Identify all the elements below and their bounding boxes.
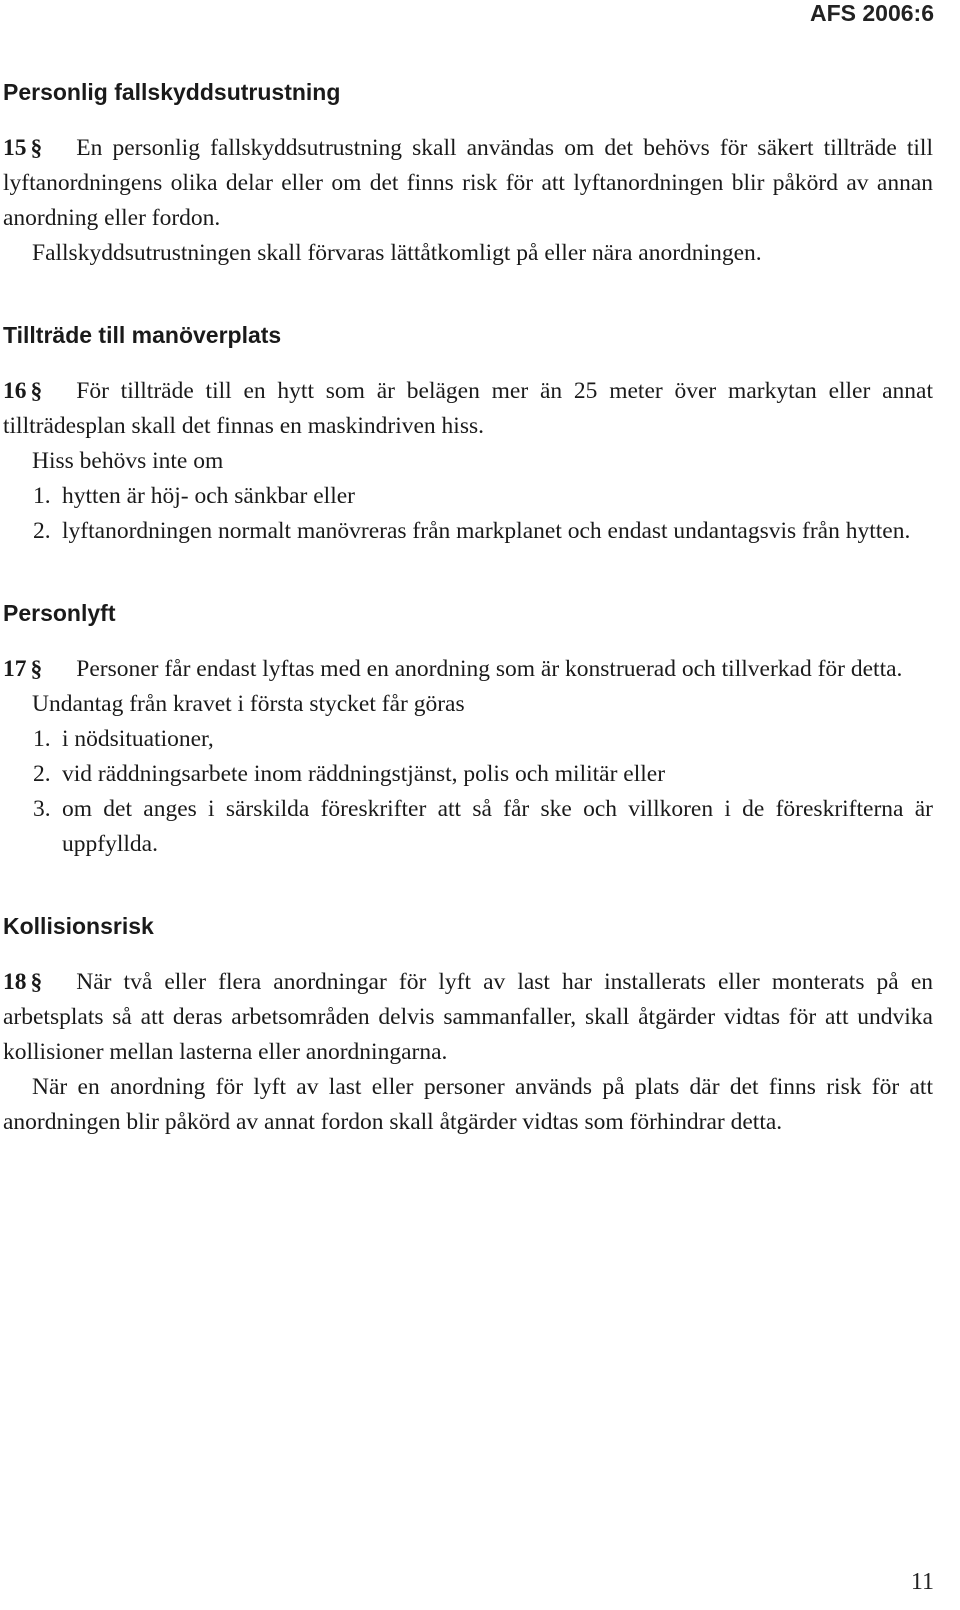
paragraph-text: En personlig fallskyddsutrustning skall användas om det behövs för säkert tillträde till lyftanordningens olika delar eller om det finns risk för att lyftanordningen blir påkörd av annan anordning eller fordon.: [3, 135, 933, 231]
paragraph-text: För tillträde till en hytt som är belägen mer än 25 meter över markytan eller annat tillträdesplan skall det finnas en maskindriven hiss.: [3, 378, 933, 439]
paragraph: [3, 131, 933, 236]
list-number: 3.: [33, 796, 51, 822]
list-text: i nödsituationer,: [62, 726, 214, 752]
paragraph-text: Personer får endast lyftas med en anordning som är konstruerad och tillverkad för detta.: [76, 656, 903, 682]
list-item: [3, 514, 933, 549]
section-sign: §: [30, 656, 43, 682]
paragraph: Hiss behövs inte om: [32, 448, 224, 474]
paragraph: När en anordning för lyft av last eller personer används på plats där det finns risk för att anordningen blir påkörd av annat fordon skall åtgärder vidtas som förhindrar detta.: [3, 1074, 933, 1135]
list-text: lyftanordningen normalt manövreras från markplanet och endast undantagsvis från hytten.: [62, 518, 911, 544]
section-tilltrade-till-manoverplats: [3, 321, 933, 549]
section-sign: §: [30, 378, 43, 404]
section-kollisionsrisk: [3, 912, 933, 1140]
list-item: [3, 722, 933, 757]
paragraph-number: 18: [3, 969, 27, 995]
paragraph: [3, 374, 933, 444]
paragraph: [3, 652, 933, 687]
list-item: [3, 479, 933, 514]
list-text: vid räddningsarbete inom räddningstjänst, polis och militär eller: [62, 761, 666, 787]
page-number: 11: [910, 1569, 934, 1595]
paragraph-text: När två eller flera anordningar för lyft av last har installerats eller monterats på en arbetsplats så att deras arbetsområden delvis sammanfaller, skall åtgärder vidtas för att undvika kollisioner mellan lasterna eller anordningarna.: [3, 969, 933, 1065]
section-sign: §: [30, 135, 43, 161]
section-personlig-fallskyddsutrustning: [3, 78, 933, 271]
running-header: AFS 2006:6: [809, 0, 934, 26]
section-heading: Personlyft: [3, 600, 116, 626]
paragraph: Fallskyddsutrustningen skall förvaras lättåtkomligt på eller nära anordningen.: [32, 240, 762, 266]
section-heading: Kollisionsrisk: [3, 913, 154, 939]
list-item: [3, 792, 933, 862]
paragraph: [3, 965, 933, 1070]
list-number: 1.: [33, 483, 51, 509]
section-personlyft: [3, 599, 933, 862]
section-sign: §: [30, 969, 43, 995]
document-body: [3, 78, 933, 1140]
list-text: om det anges i särskilda föreskrifter att så får ske och villkoren i de föreskrifterna är uppfyllda.: [62, 796, 933, 857]
paragraph-number: 16: [3, 378, 27, 404]
section-heading: Personlig fallskyddsutrustning: [3, 79, 341, 105]
list-number: 2.: [33, 518, 51, 544]
list-item: [3, 757, 933, 792]
paragraph: Undantag från kravet i första stycket får göras: [32, 691, 465, 717]
paragraph-number: 15: [3, 135, 27, 161]
list-number: 2.: [33, 761, 51, 787]
paragraph-number: 17: [3, 656, 27, 682]
list-number: 1.: [33, 726, 51, 752]
list-text: hytten är höj- och sänkbar eller: [62, 483, 355, 509]
section-heading: Tillträde till manöverplats: [3, 322, 282, 348]
